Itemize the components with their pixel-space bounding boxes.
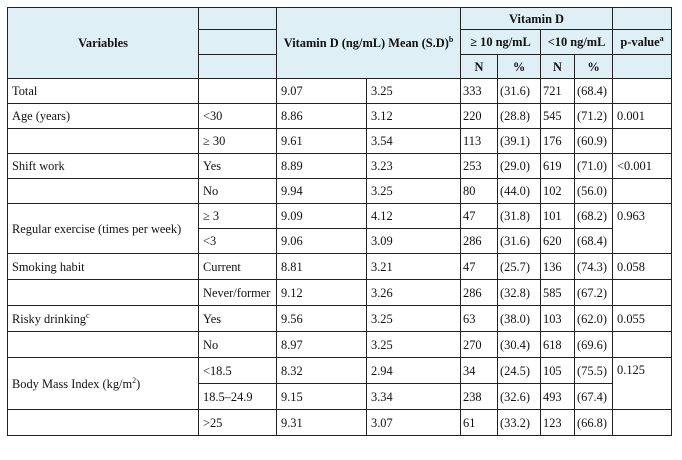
cell-pct-lt10: (56.0)	[575, 179, 613, 204]
cell-variable	[8, 129, 199, 154]
cell-mean: 8.81	[277, 254, 367, 280]
cell-sd: 3.12	[367, 104, 461, 129]
cell-pvalue	[613, 79, 672, 104]
cell-category	[199, 79, 277, 104]
header-lt10: <10 ng/mL	[541, 30, 613, 55]
header-blank	[199, 30, 277, 55]
cell-category: Yes	[199, 306, 277, 332]
cell-n-lt10: 101	[541, 204, 575, 229]
cell-pct-lt10: (68.4)	[575, 229, 613, 254]
cell-n-ge10: 220	[461, 104, 498, 129]
cell-mean: 9.15	[277, 384, 367, 410]
cell-pvalue: 0.058	[613, 254, 672, 280]
cell-n-ge10: 34	[461, 358, 498, 384]
cell-n-ge10: 286	[461, 280, 498, 306]
cell-variable	[8, 179, 199, 204]
cell-category: 18.5–24.9	[199, 384, 277, 410]
header-ge10: ≥ 10 ng/mL	[461, 30, 541, 55]
cell-sd: 3.25	[367, 79, 461, 104]
cell-pvalue: 0.963	[613, 204, 672, 254]
cell-pct-ge10: (38.0)	[498, 306, 541, 332]
cell-n-lt10: 103	[541, 306, 575, 332]
header-pvalue: p-value$^a$	[613, 30, 672, 55]
cell-sd: 3.23	[367, 154, 461, 179]
header-pct: %	[575, 55, 613, 79]
cell-n-lt10: 721	[541, 79, 575, 104]
cell-n-ge10: 80	[461, 179, 498, 204]
table-row	[8, 129, 672, 154]
cell-pct-ge10: (33.2)	[498, 410, 541, 436]
cell-variable: Total	[8, 79, 199, 104]
cell-mean: 8.32	[277, 358, 367, 384]
cell-pct-ge10: (31.8)	[498, 204, 541, 229]
cell-variable: Smoking habit	[8, 254, 199, 280]
cell-mean: 8.86	[277, 104, 367, 129]
header-vitamin-d-group: Vitamin D	[461, 8, 613, 30]
cell-pct-ge10: (32.6)	[498, 384, 541, 410]
cell-variable: Body Mass Index $(kg/m^2)$	[8, 358, 199, 410]
table-row	[8, 306, 672, 332]
cell-variable	[8, 280, 199, 306]
header-blank	[199, 8, 277, 30]
cell-n-ge10: 253	[461, 154, 498, 179]
cell-pvalue	[613, 179, 672, 204]
header-pct: %	[498, 55, 541, 79]
cell-n-lt10: 493	[541, 384, 575, 410]
cell-pct-ge10: (24.5)	[498, 358, 541, 384]
table-header	[8, 8, 672, 79]
table-row	[8, 104, 672, 129]
cell-category: Never/former	[199, 280, 277, 306]
table-row	[8, 204, 672, 229]
table-row	[8, 280, 672, 306]
cell-mean: 9.61	[277, 129, 367, 154]
cell-pvalue: 0.001	[613, 104, 672, 129]
cell-n-lt10: 123	[541, 410, 575, 436]
table-row	[8, 79, 672, 104]
cell-pvalue: <0.001	[613, 154, 672, 179]
cell-mean: 9.31	[277, 410, 367, 436]
cell-category: No	[199, 332, 277, 358]
cell-mean: 9.94	[277, 179, 367, 204]
cell-mean: 9.09	[277, 204, 367, 229]
cell-pct-lt10: (75.5)	[575, 358, 613, 384]
cell-n-ge10: 47	[461, 254, 498, 280]
header-n: N	[461, 55, 498, 79]
cell-sd: 3.21	[367, 254, 461, 280]
cell-category: Yes	[199, 154, 277, 179]
cell-n-lt10: 619	[541, 154, 575, 179]
cell-pct-lt10: (71.2)	[575, 104, 613, 129]
cell-pct-ge10: (31.6)	[498, 79, 541, 104]
cell-n-ge10: 238	[461, 384, 498, 410]
cell-variable: Risky drinking$^c$	[8, 306, 199, 332]
table-row	[8, 332, 672, 358]
cell-n-ge10: 63	[461, 306, 498, 332]
cell-sd: 3.25	[367, 179, 461, 204]
header-blank	[613, 55, 672, 79]
cell-n-lt10: 545	[541, 104, 575, 129]
cell-pvalue	[613, 332, 672, 358]
cell-pct-lt10: (67.2)	[575, 280, 613, 306]
cell-pct-lt10: (62.0)	[575, 306, 613, 332]
table-row	[8, 154, 672, 179]
cell-pct-lt10: (60.9)	[575, 129, 613, 154]
cell-n-lt10: 585	[541, 280, 575, 306]
cell-pct-ge10: (28.8)	[498, 104, 541, 129]
cell-pct-ge10: (29.0)	[498, 154, 541, 179]
cell-category: <30	[199, 104, 277, 129]
cell-mean: 9.06	[277, 229, 367, 254]
cell-n-ge10: 47	[461, 204, 498, 229]
cell-pct-lt10: (68.4)	[575, 79, 613, 104]
cell-n-ge10: 113	[461, 129, 498, 154]
cell-variable: Regular exercise (times per week)	[8, 204, 199, 254]
cell-mean: 8.97	[277, 332, 367, 358]
cell-pct-lt10: (69.6)	[575, 332, 613, 358]
vitamin-d-table	[7, 7, 672, 436]
cell-mean: 9.56	[277, 306, 367, 332]
cell-pvalue	[613, 280, 672, 306]
cell-variable: Shift work	[8, 154, 199, 179]
cell-category: ≥ 30	[199, 129, 277, 154]
cell-n-ge10: 333	[461, 79, 498, 104]
cell-category: Current	[199, 254, 277, 280]
cell-n-lt10: 620	[541, 229, 575, 254]
cell-pvalue: 0.125	[613, 358, 672, 410]
cell-sd: 3.34	[367, 384, 461, 410]
cell-n-ge10: 61	[461, 410, 498, 436]
cell-pvalue	[613, 410, 672, 436]
cell-pct-lt10: (68.2)	[575, 204, 613, 229]
cell-category: >25	[199, 410, 277, 436]
cell-variable	[8, 332, 199, 358]
cell-sd: 3.09	[367, 229, 461, 254]
cell-sd: 3.25	[367, 306, 461, 332]
cell-pct-ge10: (30.4)	[498, 332, 541, 358]
header-mean: Vitamin D (ng/mL) Mean $(S.D)^b$	[277, 8, 461, 79]
cell-n-lt10: 618	[541, 332, 575, 358]
header-blank	[613, 8, 672, 30]
cell-pct-lt10: (71.0)	[575, 154, 613, 179]
table-body	[8, 79, 672, 436]
table-row	[8, 358, 672, 384]
cell-sd: 3.25	[367, 332, 461, 358]
cell-n-ge10: 286	[461, 229, 498, 254]
table-row	[8, 254, 672, 280]
cell-pct-ge10: (44.0)	[498, 179, 541, 204]
cell-n-lt10: 136	[541, 254, 575, 280]
cell-category: ≥ 3	[199, 204, 277, 229]
cell-pvalue	[613, 129, 672, 154]
cell-n-lt10: 176	[541, 129, 575, 154]
cell-category: <18.5	[199, 358, 277, 384]
header-variables: Variables	[8, 8, 199, 79]
header-blank	[199, 55, 277, 79]
table-row	[8, 179, 672, 204]
cell-sd: 4.12	[367, 204, 461, 229]
cell-pct-lt10: (66.8)	[575, 410, 613, 436]
cell-n-lt10: 105	[541, 358, 575, 384]
cell-sd: 2.94	[367, 358, 461, 384]
cell-mean: 8.89	[277, 154, 367, 179]
cell-pct-ge10: (25.7)	[498, 254, 541, 280]
cell-category: <3	[199, 229, 277, 254]
cell-sd: 3.26	[367, 280, 461, 306]
cell-pct-lt10: (67.4)	[575, 384, 613, 410]
cell-pct-ge10: (32.8)	[498, 280, 541, 306]
cell-mean: 9.12	[277, 280, 367, 306]
cell-n-lt10: 102	[541, 179, 575, 204]
cell-mean: 9.07	[277, 79, 367, 104]
cell-pct-ge10: (39.1)	[498, 129, 541, 154]
cell-pvalue: 0.055	[613, 306, 672, 332]
cell-pct-lt10: (74.3)	[575, 254, 613, 280]
cell-pct-ge10: (31.6)	[498, 229, 541, 254]
cell-variable: Age (years)	[8, 104, 199, 129]
cell-n-ge10: 270	[461, 332, 498, 358]
table-row	[8, 410, 672, 436]
cell-sd: 3.07	[367, 410, 461, 436]
cell-variable	[8, 410, 199, 436]
cell-category: No	[199, 179, 277, 204]
header-n: N	[541, 55, 575, 79]
cell-sd: 3.54	[367, 129, 461, 154]
